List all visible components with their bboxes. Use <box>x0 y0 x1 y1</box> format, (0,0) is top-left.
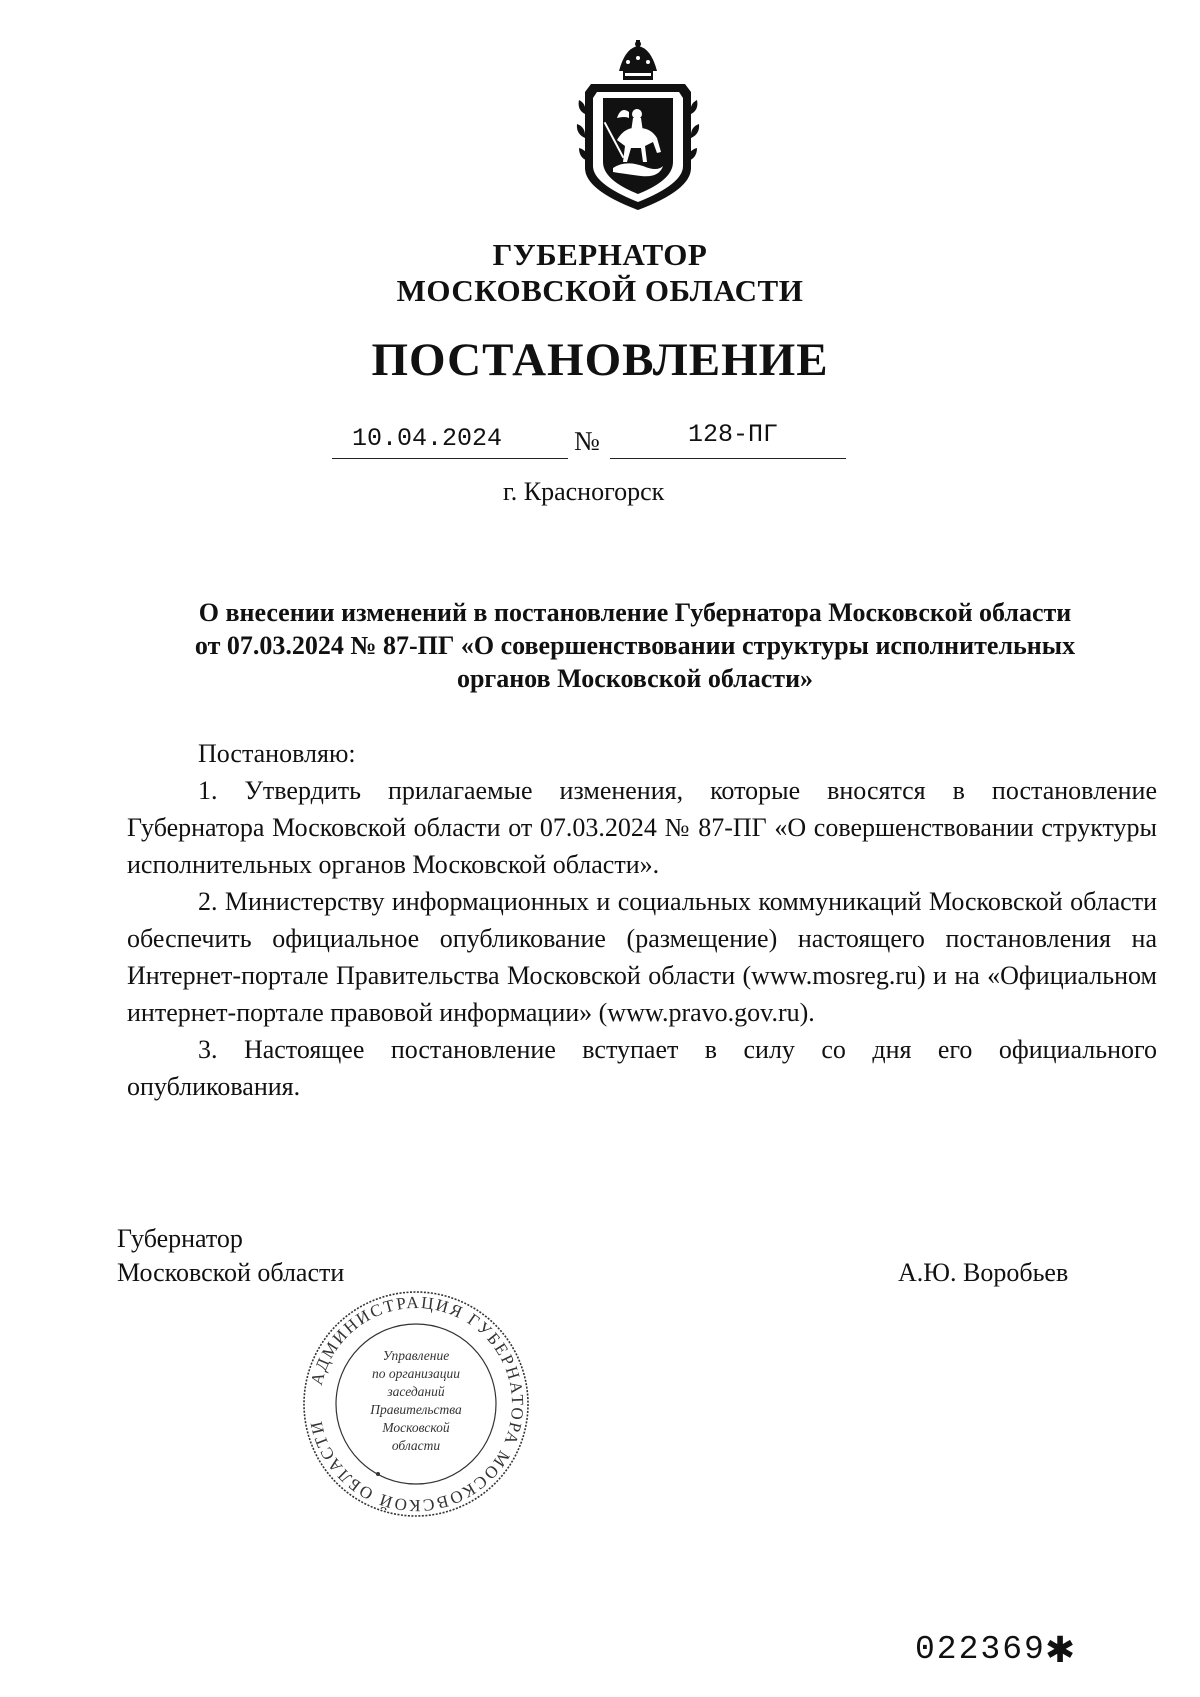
stamp-inner-line-3: заседаний <box>387 1384 445 1399</box>
document-date: 10.04.2024 <box>352 424 503 453</box>
asterisk-mark-icon: ✱ <box>1045 1630 1078 1670</box>
resolution-intro: Постановляю: <box>198 739 356 768</box>
resolution-item-3: 3. Настоящее постановление вступает в силу со дня его официального опубликования. <box>127 1035 1157 1101</box>
resolution-item-2: 2. Министерству информационных и социальных коммуникаций Московской области обеспечить официальное опубликование (размещение) настоящего постановления на Интернет-портале Правительства Московской области (www.mosreg.ru) и на «Официальном интернет-портале правовой информации» (www.pravo.gov.ru). <box>127 887 1157 1027</box>
subject-line-3: органов Московской области» <box>456 664 814 693</box>
signatory-position-line-1: Губернатор <box>117 1224 243 1253</box>
stamp-outer-text: АДМИНИСТРАЦИЯ ГУБЕРНАТОРА МОСКОВСКОЙ ОБЛАСТИ <box>306 1292 528 1516</box>
subject-line-1: О внесении изменений в постановление Губернатора Московской области <box>198 598 1072 627</box>
resolution-item-1: 1. Утвердить прилагаемые изменения, которые вносятся в постановление Губернатора Московской области от 07.03.2024 № 87-ПГ «О совершенствовании структуры исполнительных органов Московской области». <box>127 776 1157 879</box>
subject-line-2: от 07.03.2024 № 87-ПГ «О совершенствовании структуры исполнительных <box>194 631 1076 660</box>
stamp-inner-line-4: Правительства <box>370 1402 462 1417</box>
document-type-title: ПОСТАНОВЛЕНИЕ <box>371 334 829 386</box>
official-seal-stamp <box>300 1288 532 1520</box>
document-body <box>127 735 1157 1105</box>
issue-city: г. Красногорск <box>503 477 665 506</box>
signatory-position <box>117 1222 344 1290</box>
signatory-name: А.Ю. Воробьев <box>898 1258 1069 1287</box>
document-serial-number: 022369 <box>915 1631 1046 1668</box>
date-underline <box>332 458 568 459</box>
stamp-inner-line-5: Московской <box>382 1420 450 1435</box>
number-sign: № <box>574 426 600 456</box>
authority-line-2: МОСКОВСКОЙ ОБЛАСТИ <box>396 273 804 308</box>
signatory-position-line-2: Московской области <box>117 1258 345 1287</box>
stamp-inner-line-1: Управление <box>382 1348 450 1363</box>
authority-line-1: ГУБЕРНАТОР <box>492 237 708 272</box>
document-number: 128-ПГ <box>688 420 779 449</box>
document-subject <box>140 596 1130 695</box>
coat-of-arms-emblem <box>573 40 703 215</box>
number-underline <box>610 458 846 459</box>
stamp-inner-line-2: по организации <box>371 1366 461 1381</box>
stamp-inner-line-6: области <box>391 1438 441 1453</box>
